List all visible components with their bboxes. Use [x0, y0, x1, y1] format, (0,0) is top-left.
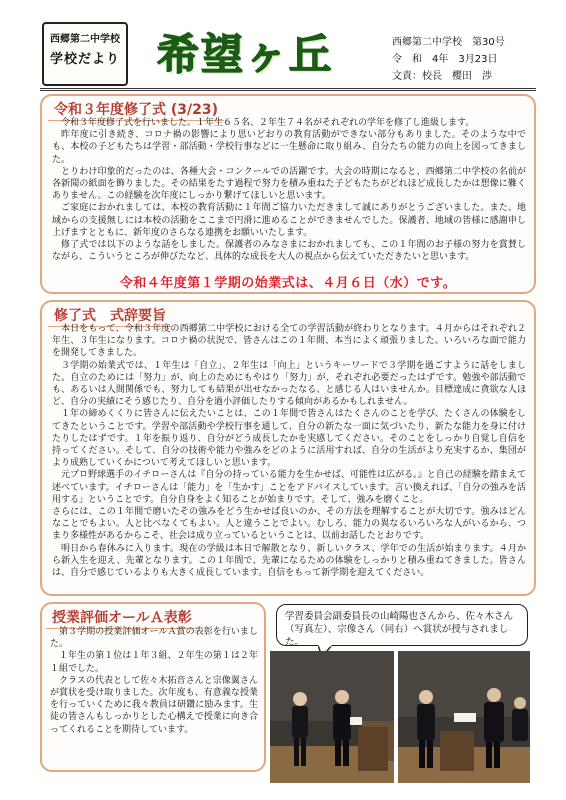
paragraph: 明日から春休みに入ります。現在の学級は本日で解散となり、新しいクラス、学年での生活が始まります。４月から新入生を迎え、先輩となります。この１年間で、先輩になるための体験をしっかりと積み重ねてきました。皆さんは、自分で感じているよりも大きく成長しています。自信をもって新学期を迎えてください。	[52, 543, 526, 579]
meta-date: 令 和 4年 3月23日	[392, 54, 498, 65]
section-title: 令和３年度修了式 (3/23)	[48, 99, 224, 121]
class-award-section	[40, 602, 266, 772]
masthead-title: 希望ヶ丘	[156, 30, 333, 79]
header-divider	[40, 88, 536, 91]
paragraph: 令和３年度修了式を行いました。１年生６５名、２年生７４名がそれぞれの学年を修了し進級します。	[61, 118, 475, 128]
paragraph: 元プロ野球選手のイチローさんは『自分の持っている能力を生かせば、可能性は広がる。』と自己の経験を踏まえて述べています。イチローさんは「能力」を「生かす」ことをアドバイスしています。言い換えれば、「自分の強みを活用する」ということです。自分自身をよく知ることが始まりです。そして、強みを磨くこと。	[52, 470, 526, 505]
closing-ceremony-body	[52, 117, 526, 263]
paragraph: １年の締めくくりに皆さんに伝えたいことは、この１年間で皆さんはたくさんのことを学び、たくさんの体験をしてきたということです。学習や部活動や学校行事を通して、自分の新たな一面に気づいたり、新たな能力を身に付けたりしたはずです。１年を振り返り、自分がどう成長したかを実感してください。そのことをしっかり自覚し自信を持ってください。そして、自分の技術や能力や強みをどのように活用すれば、自分の生活がより充実するか、集団がより成熟していくかについて考えてほしいと思います。	[52, 409, 526, 469]
paragraph: 第３学期の授業評価オールＡ賞の表彰を行いました。	[50, 627, 258, 650]
start-ceremony-announcement: 令和４年度第１学期の始業式は、４月６日（水）です。	[119, 276, 457, 291]
award-photo-right-illustration	[398, 651, 530, 783]
ceremony-speech-section	[40, 300, 536, 596]
photo-caption: 学習委員会副委員長の山崎陽也さんから、佐々木さん（写真左）、宗像さん（同右）へ賞状が授与されました。	[276, 604, 528, 646]
meta-school-issue: 西郷第二中学校 第30号	[392, 37, 505, 48]
meta-author: 文責：校長 櫻田 渉	[392, 71, 492, 82]
award-photo-right	[398, 651, 530, 783]
class-award-body	[50, 626, 258, 736]
closing-ceremony-section	[40, 94, 536, 294]
paragraph: 昨年度に引き続き、コロナ禍の影響により思いどおりの教育活動ができない部分もありました。そのような中でも、本校の子どもたちは学習・部活動・学校行事などに一生懸命に取り組み、自分たちの能力の向上を図ってきました。	[52, 130, 526, 165]
school-name: 西郷第二中学校	[50, 34, 120, 45]
paragraph: 本日をもって、令和３年度の西郷第二中学校における全ての学習活動が終わりとなります。４月からはそれぞれ２年生、３年生になります。コロナ禍の状況で、皆さんはこの１年間、本当によく頑張りました。いろいろな面で能力を開発してきました。	[52, 324, 526, 359]
issue-meta	[392, 34, 532, 85]
school-name-box	[42, 22, 128, 86]
ceremony-speech-body	[52, 323, 526, 579]
paragraph: クラスの代表として佐々木拓音さんと宗像翼さんが賞状を受け取りました。次年度も、有意義な授業を行っていくために我々教員は研鑽に励みます。生徒の皆さんもしっかりとした心構えで授業に向き合ってくれることを期待しています。	[50, 675, 258, 735]
section-title: 授業評価オールＡ表彰	[46, 607, 198, 629]
award-photo-left-illustration	[270, 651, 394, 783]
award-photo-left	[270, 651, 394, 783]
paragraph: さらには、この１年間で磨いたその強みをどう生かせば良いのか、その方法を理解することが大切です。強みはどんなことでもよい。人と比べなくてもよい。人と違うことでよい。むしろ、能力の異なるいろいろな人がいるから、つまり多様性があるからこそ、社会は成り立っているということは、以前お話したとおりです。	[52, 507, 526, 542]
newsletter-type: 学校だより	[49, 52, 120, 67]
paragraph: ご家庭におかれましては、本校の教育活動に１年間ご協力いただきまして誠にありがとうございました。また、地域からの支援無しには本校の活動をここまで円滑に進めることができませんでした。保護者、地域の皆様に感謝申し上げますとともに、新年度のさらなる連携をお願いいたします。	[52, 203, 526, 238]
paragraph: １年生の第１位は１年３組、２年生の第１は２年１組でした。	[50, 651, 258, 674]
paragraph: ３学期の始業式では、１年生は「自立」、２年生は「向上」というキーワードで３学期を過ごすように話をしました。自立のためには「努力」が、向上のためにもやはり「努力」が、それぞれ必要だったはずです。勉強や部活動でも、あるいは人間関係でも、努力しても結果が出せなかったなる、と感じる人はいませんか。目標達成に貪欲な人ほど、自分の実績にそう感じたり、自分を過小評価したりする傾向があるかもしれません。	[52, 360, 526, 408]
paragraph: 修了式では以下のような話をしました。保護者のみなさまにおかれましても、この１年間のお子様の努力を賞賛しながら、こういうところが伸びたなど、具体的な成長を大人の視点から伝えていただきたいと思います。	[52, 240, 526, 263]
section-title: 修了式 式辞要旨	[48, 305, 172, 327]
paragraph: とりわけ印象的だったのは、各種大会・コンクールでの活躍です。大会の時期になると、西郷第二中学校の名前が各新聞の紙面を飾りました。その結果をたす過程で努力を積み重ねた子どもたちがどれほど成長したかは想像に難くありません。この経験を次年度にしっかり繋げてほしいと思います。	[52, 166, 526, 202]
